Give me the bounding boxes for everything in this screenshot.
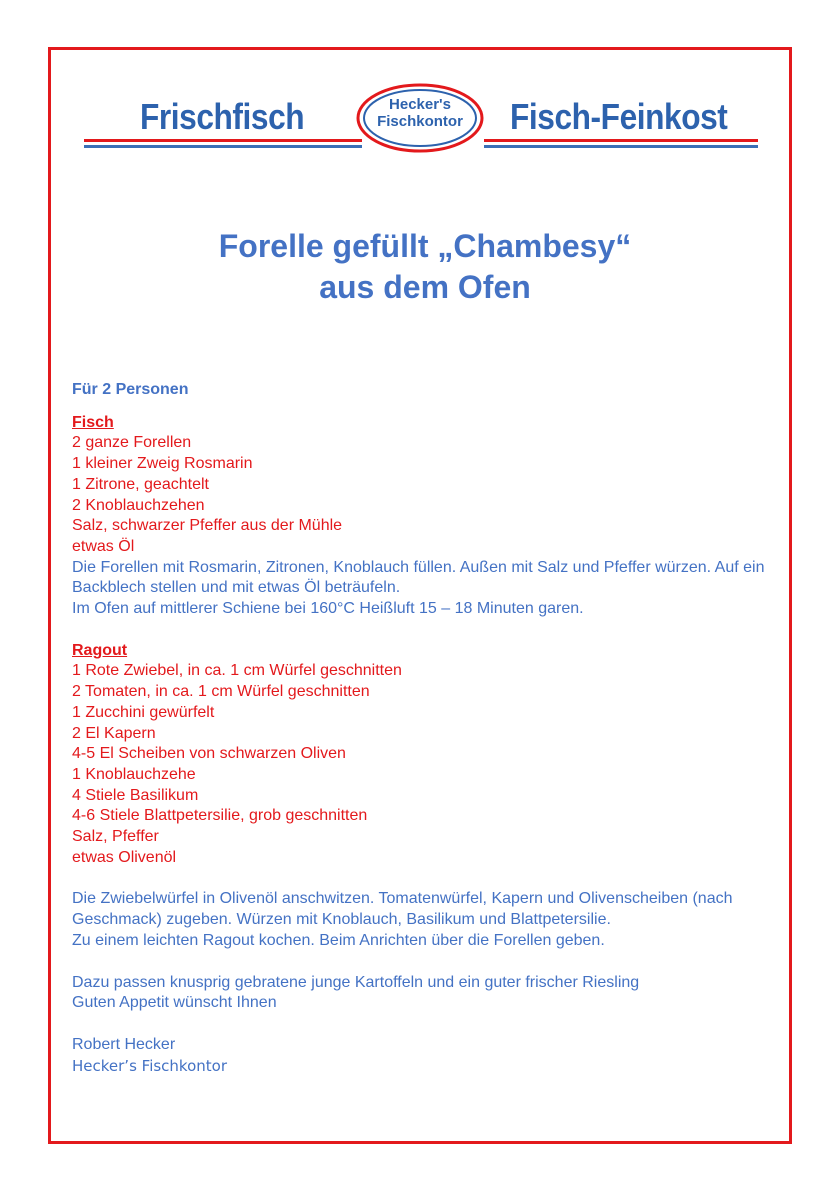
- fisch-ingredients: [72, 433, 782, 557]
- header-word-frischfisch: Frischfisch: [140, 96, 305, 137]
- ingredient-item: 1 Zucchini gewürfelt: [72, 703, 215, 721]
- recipe-title: [60, 226, 790, 308]
- fisch-instructions: [72, 558, 782, 620]
- ingredient-item: 4 Stiele Basilikum: [72, 786, 199, 804]
- ingredient-item: Salz, Pfeffer: [72, 828, 159, 846]
- closing-line-2: Guten Appetit wünscht Ihnen: [72, 994, 277, 1012]
- ingredient-item: etwas Olivenöl: [72, 848, 177, 866]
- ingredient-item: 1 Rote Zwiebel, in ca. 1 cm Würfel geschnitten: [72, 662, 402, 680]
- instruction-paragraph: Zu einem leichten Ragout kochen. Beim Anrichten über die Forellen geben.: [72, 931, 605, 949]
- header-rule-blue-left: [84, 145, 362, 148]
- ragout-instructions: [72, 889, 782, 951]
- instruction-paragraph: Die Zwiebelwürfel in Olivenöl anschwitzen. Tomatenwürfel, Kapern und Olivenscheiben (nach Geschmack) zugeben. Würzen mit Knoblauch, Basilikum und Blattpetersilie.: [72, 890, 733, 929]
- ingredient-item: 2 El Kapern: [72, 724, 156, 742]
- ingredient-item: 2 ganze Forellen: [72, 434, 192, 452]
- servings: Für 2 Personen: [72, 381, 189, 398]
- ingredient-item: 2 Knoblauchzehen: [72, 496, 205, 514]
- ingredient-item: 4-5 El Scheiben von schwarzen Oliven: [72, 745, 346, 763]
- section-heading-ragout: Ragout: [72, 641, 128, 659]
- ingredient-item: 1 Knoblauchzehe: [72, 765, 196, 783]
- signature-name: Robert Hecker: [72, 1035, 176, 1053]
- closing-line-1: Dazu passen knusprig gebratene junge Kartoffeln und ein guter frischer Riesling: [72, 973, 640, 991]
- instruction-paragraph: Die Forellen mit Rosmarin, Zitronen, Knoblauch füllen. Außen mit Salz und Pfeffer würzen. Auf ein Backblech stellen und mit etwas Öl beträufeln.: [72, 558, 765, 597]
- ingredient-item: 4-6 Stiele Blattpetersilie, grob geschnitten: [72, 807, 368, 825]
- header-rule-blue-right: [484, 145, 758, 148]
- logo-line-1: Hecker's: [389, 96, 451, 113]
- recipe-title-line-1: Forelle gefüllt „Chambesy“: [218, 228, 632, 264]
- ingredient-item: etwas Öl: [72, 537, 135, 555]
- instruction-paragraph: Im Ofen auf mittlerer Schiene bei 160°C Heißluft 15 – 18 Minuten garen.: [72, 600, 584, 618]
- header-rule-red-left: [84, 139, 362, 142]
- closing: [72, 973, 782, 1014]
- recipe-body: [72, 380, 782, 1076]
- ingredient-item: 1 kleiner Zweig Rosmarin: [72, 455, 253, 473]
- recipe-title-line-2: aus dem Ofen: [319, 269, 531, 305]
- ragout-ingredients: [72, 661, 782, 868]
- section-heading-fisch: Fisch: [72, 413, 114, 431]
- header-word-fisch-feinkost: Fisch-Feinkost: [510, 96, 728, 137]
- signature-company: Hecker’s Fischkontor: [72, 1056, 227, 1075]
- ingredient-item: 1 Zitrone, geachtelt: [72, 475, 209, 493]
- logo-line-2: Fischkontor: [377, 113, 463, 130]
- header-rule-red-right: [484, 139, 758, 142]
- ingredient-item: Salz, schwarzer Pfeffer aus der Mühle: [72, 517, 343, 535]
- logo: [355, 96, 485, 130]
- ingredient-item: 2 Tomaten, in ca. 1 cm Würfel geschnitten: [72, 683, 370, 701]
- signature: [72, 1035, 782, 1076]
